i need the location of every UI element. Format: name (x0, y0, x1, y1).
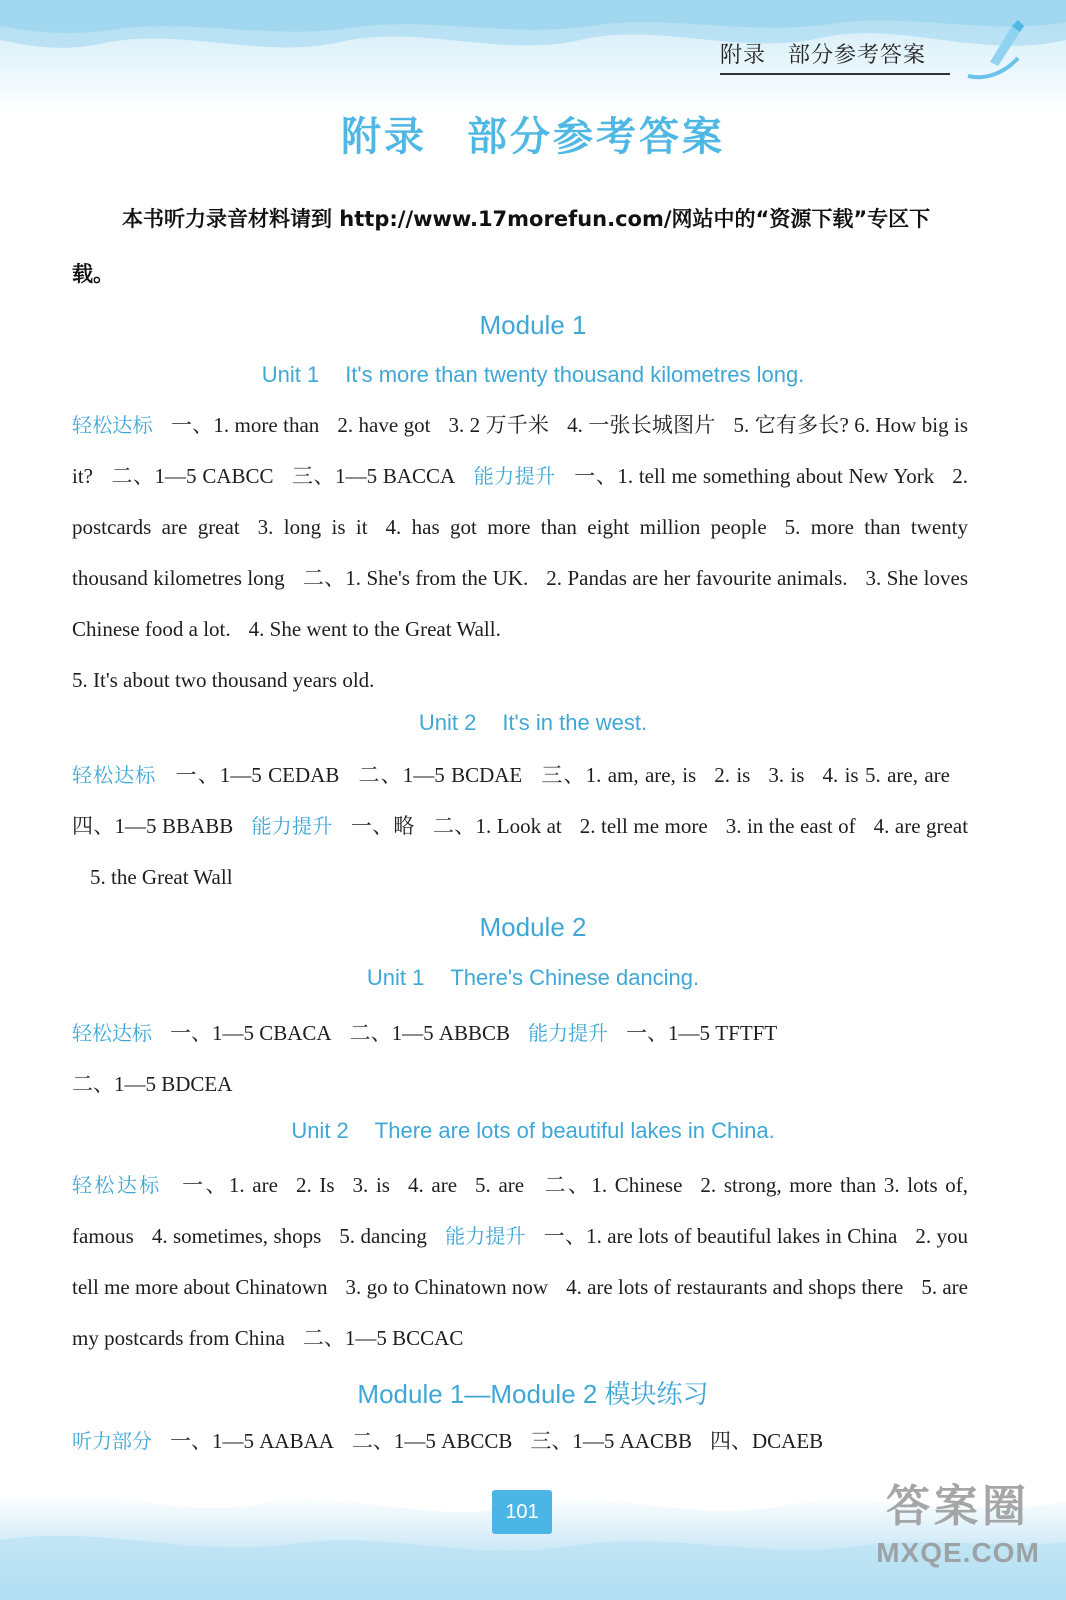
answer: 二、1—5 ABBCB (349, 1021, 511, 1045)
answer: 5. 它有多长? (733, 413, 849, 437)
answer: 二、1. Chinese (542, 1173, 683, 1197)
answer: 5. are my postcards from China (72, 1275, 968, 1350)
header-section: 附录 (720, 43, 767, 68)
module-1-unit-1-answers (72, 400, 968, 706)
module-1-unit-2-answers (72, 750, 968, 903)
watermark-logo (868, 1478, 1048, 1588)
title-part-appendix: 附录 (341, 114, 427, 160)
answer: 4. are (407, 1173, 458, 1197)
answer: 一、1. tell me something about New York (573, 464, 935, 488)
answer: 三、1—5 AACBB (530, 1429, 692, 1453)
ability-tag: 能力提升 (444, 1224, 526, 1248)
answer: 一、1—5 TFTFT (626, 1021, 778, 1045)
answer: 2. strong, more than (700, 1173, 877, 1197)
page-title (0, 105, 1066, 162)
answer: 二、1—5 BDCEA (72, 1072, 233, 1096)
unit-label: Unit 2 (291, 1118, 349, 1143)
answer: 3. in the east of (725, 814, 856, 838)
header-title: 部分参考答案 (788, 43, 927, 68)
answer: 2. you tell me more about Chinatown (72, 1224, 969, 1299)
easy-tag: 轻松达标 (72, 413, 153, 437)
module-2-unit-2-heading (0, 1118, 1066, 1144)
answer: 2. have got (337, 413, 431, 437)
answer: 2. Is (295, 1173, 335, 1197)
ability-tag: 能力提升 (528, 1021, 609, 1045)
listening-tag: 听力部分 (72, 1429, 152, 1453)
answer: 3. go to Chinatown now (345, 1275, 549, 1299)
answer: 4. She went to the Great Wall. (248, 617, 501, 641)
answer: 3. lots of, famous (72, 1173, 969, 1248)
answer: 二、1—5 BCDAE (357, 763, 523, 787)
answer: 四、DCAEB (709, 1429, 824, 1453)
answer: 5. more than twenty thousand kilometres long (72, 515, 968, 590)
answer: 4. is (822, 763, 859, 787)
answer: 三、1—5 BACCA (291, 464, 456, 488)
answer: 3. She loves Chinese food a lot. (72, 566, 969, 641)
easy-tag: 轻松达标 (72, 1173, 162, 1197)
answer: 二、1—5 BCCAC (302, 1326, 464, 1350)
answer: 5. the Great Wall (90, 865, 233, 889)
answer: 一、略 (350, 814, 415, 838)
answer: 2. is (714, 763, 751, 787)
answer: 3. 2 万千米 (448, 413, 550, 437)
unit-title: There's Chinese dancing. (450, 965, 700, 990)
answer: 三、1. am, are, is (540, 763, 697, 787)
watermark-bottom-text: MXQE.COM (876, 1537, 1040, 1568)
easy-tag: 轻松达标 (72, 1021, 152, 1045)
easy-tag: 轻松达标 (72, 763, 157, 787)
answer: 一、1. are (179, 1173, 278, 1197)
module-2-unit-1-answers (72, 1008, 968, 1110)
answer: 二、1—5 CABCC (111, 464, 274, 488)
module-1-unit-1-heading (0, 362, 1066, 388)
answer: 5. are, are (864, 763, 950, 787)
answer: 5. are (475, 1173, 525, 1197)
module-2-unit-2-answers (72, 1160, 968, 1364)
module-2-heading: Module 2 (479, 912, 587, 942)
answer: 2. Pandas are her favourite animals. (546, 566, 848, 590)
unit-title: It's in the west. (502, 710, 648, 735)
answer: 3. is (768, 763, 805, 787)
module-2-unit-1-heading (0, 965, 1066, 991)
unit-label: Unit 1 (261, 362, 320, 387)
pen-nib-icon (960, 18, 1030, 88)
answer: 2. postcards are great (72, 464, 968, 539)
unit-title: It's more than twenty thousand kilometres long. (345, 362, 805, 387)
title-part-answers: 部分参考答案 (467, 114, 725, 160)
answer: 一、1. more than (170, 413, 320, 437)
answer: 5. dancing (339, 1224, 427, 1248)
watermark-top-text: 答案圈 (886, 1482, 1030, 1531)
answer: 6. How big is it? (72, 413, 969, 488)
unit-title: There are lots of beautiful lakes in China. (374, 1118, 775, 1143)
answer: 二、1. Look at (432, 814, 562, 838)
intro-text: 本书听力录音材料请到 http://www.17morefun.com/网站中的“资源下载”专区下载。 (72, 207, 931, 286)
answer: 4. 一张长城图片 (567, 413, 716, 437)
module-1-heading: Module 1 (479, 310, 587, 340)
answer: 二、1. She's from the UK. (302, 566, 529, 590)
answer: 4. sometimes, shops (151, 1224, 322, 1248)
answer: 一、1—5 CEDAB (174, 763, 340, 787)
answer: 5. It's about two thousand years old. (72, 668, 375, 692)
module-practice-heading: Module 1—Module 2 模块练习 (357, 1379, 709, 1409)
answer: 四、1—5 BBABB (72, 814, 234, 838)
answer: 3. long is it (257, 515, 368, 539)
answer: 4. has got more than eight million people (385, 515, 767, 539)
answer: 4. are great (873, 814, 969, 838)
header-label (720, 38, 950, 75)
ability-tag: 能力提升 (251, 814, 333, 838)
answer: 一、1—5 AABAA (170, 1429, 334, 1453)
answer: 3. is (352, 1173, 390, 1197)
unit-label: Unit 1 (366, 965, 425, 990)
answer: 二、1—5 ABCCB (351, 1429, 513, 1453)
answer: 一、1—5 CBACA (170, 1021, 332, 1045)
answer: 一、1. are lots of beautiful lakes in China (543, 1224, 898, 1248)
page-number: 101 (492, 1490, 552, 1534)
ability-tag: 能力提升 (473, 464, 556, 488)
answer: 2. tell me more (579, 814, 708, 838)
module-1-unit-2-heading (0, 710, 1066, 736)
answer: 4. are lots of restaurants and shops there (566, 1275, 904, 1299)
unit-label: Unit 2 (418, 710, 477, 735)
